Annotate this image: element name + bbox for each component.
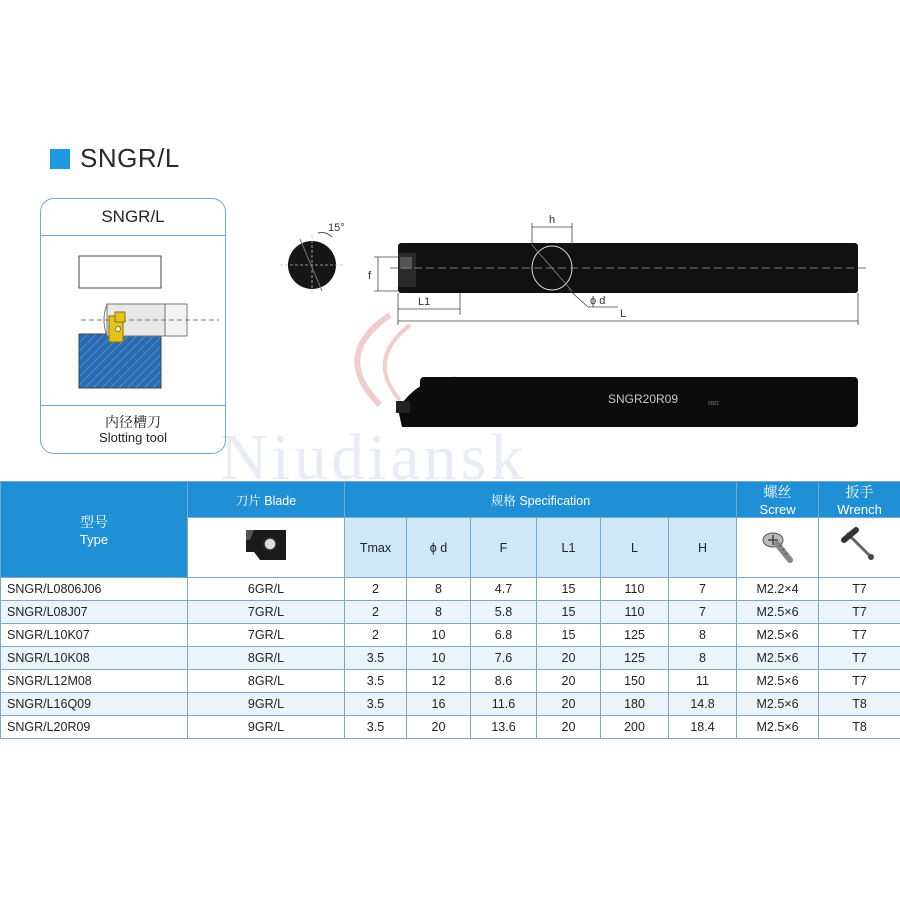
tool-product-photo: [396, 377, 858, 427]
screw-icon: [758, 526, 798, 566]
cell-h: 14.8: [669, 693, 737, 716]
subheader-f: F: [471, 518, 537, 578]
tool-bar-drawing: [368, 214, 870, 325]
cell-screw: M2.2×4: [737, 578, 819, 601]
cell-l1: 15: [537, 601, 601, 624]
spec-table-body: [1, 578, 900, 739]
tool-marking: SNGR20R09: [608, 392, 679, 406]
cell-d: 10: [407, 647, 471, 670]
table-row: [1, 693, 900, 716]
cell-l: 150: [601, 670, 669, 693]
header-wrench: 扳手 Wrench: [819, 482, 900, 518]
header-blade: 刀片 Blade: [188, 482, 345, 518]
table-row: [1, 601, 900, 624]
cell-tmax: 3.5: [345, 716, 407, 739]
cell-wrench: T7: [819, 670, 900, 693]
cell-f: 6.8: [471, 624, 537, 647]
cell-f: 13.6: [471, 716, 537, 739]
angle-label: 15°: [328, 222, 345, 234]
blade-icon-cell: [188, 518, 345, 578]
slotting-illustration: [41, 236, 225, 404]
spec-table: [0, 481, 900, 739]
cell-screw: M2.5×6: [737, 624, 819, 647]
table-row: [1, 647, 900, 670]
cell-f: 7.6: [471, 647, 537, 670]
cell-h: 18.4: [669, 716, 737, 739]
cell-tmax: 3.5: [345, 647, 407, 670]
card-subtitle-cn: 内径槽刀: [105, 414, 161, 430]
cell-model: SNGR/L0806J06: [1, 578, 188, 601]
cell-f: 8.6: [471, 670, 537, 693]
page-title-text: SNGR/L: [80, 143, 180, 173]
tool-drawing: [270, 205, 890, 435]
cell-l1: 20: [537, 716, 601, 739]
cell-d: 8: [407, 578, 471, 601]
cell-tmax: 2: [345, 624, 407, 647]
cell-model: SNGR/L12M08: [1, 670, 188, 693]
dim-d-label: ϕ d: [590, 295, 606, 307]
cell-blade: 8GR/L: [188, 670, 345, 693]
header-screw: 螺丝 Screw: [737, 482, 819, 518]
cell-l: 200: [601, 716, 669, 739]
cell-l: 180: [601, 693, 669, 716]
cell-blade: 8GR/L: [188, 647, 345, 670]
cell-blade: 9GR/L: [188, 716, 345, 739]
cell-screw: M2.5×6: [737, 601, 819, 624]
cell-model: SNGR/L08J07: [1, 601, 188, 624]
cell-l1: 20: [537, 647, 601, 670]
brand-logo-faint: [357, 315, 410, 405]
subheader-d: ϕ d: [407, 518, 471, 578]
cell-model: SNGR/L16Q09: [1, 693, 188, 716]
cell-d: 10: [407, 624, 471, 647]
card-divider-bottom: [41, 405, 225, 406]
cell-blade: 6GR/L: [188, 578, 345, 601]
dim-L-label: L: [620, 308, 627, 320]
cell-model: SNGR/L20R09: [1, 716, 188, 739]
cell-h: 7: [669, 578, 737, 601]
cell-l: 125: [601, 647, 669, 670]
cell-wrench: T7: [819, 601, 900, 624]
cell-d: 8: [407, 601, 471, 624]
cell-tmax: 2: [345, 601, 407, 624]
cell-blade: 7GR/L: [188, 601, 345, 624]
cell-h: 8: [669, 624, 737, 647]
cell-l1: 15: [537, 624, 601, 647]
cell-blade: 9GR/L: [188, 693, 345, 716]
wrench-icon-cell: [819, 518, 900, 578]
cell-l: 125: [601, 624, 669, 647]
cell-d: 12: [407, 670, 471, 693]
cell-tmax: 3.5: [345, 670, 407, 693]
cell-model: SNGR/L10K08: [1, 647, 188, 670]
diagram-card: [40, 198, 226, 454]
blade-icon: [240, 526, 292, 566]
table-row: [1, 578, 900, 601]
cell-f: 4.7: [471, 578, 537, 601]
table-row: [1, 716, 900, 739]
page-title: [50, 143, 180, 174]
cell-d: 16: [407, 693, 471, 716]
dim-f-label: f: [368, 270, 372, 282]
cell-wrench: T7: [819, 578, 900, 601]
cell-wrench: T7: [819, 647, 900, 670]
subheader-h: H: [669, 518, 737, 578]
cell-screw: M2.5×6: [737, 647, 819, 670]
cell-h: 7: [669, 601, 737, 624]
cell-tmax: 2: [345, 578, 407, 601]
screw-icon-cell: [737, 518, 819, 578]
table-row: [1, 670, 900, 693]
header-type: 型号 Type: [1, 482, 188, 578]
cell-h: 11: [669, 670, 737, 693]
header-spec: 规格 Specification: [345, 482, 737, 518]
wrench-icon: [840, 526, 880, 566]
title-square-icon: [50, 149, 70, 169]
subheader-l1: L1: [537, 518, 601, 578]
cell-l1: 20: [537, 693, 601, 716]
cell-f: 11.6: [471, 693, 537, 716]
cell-d: 20: [407, 716, 471, 739]
cross-section: [280, 222, 345, 295]
cell-f: 5.8: [471, 601, 537, 624]
dim-h-label: h: [549, 214, 556, 226]
table-row: [1, 624, 900, 647]
cell-wrench: T8: [819, 716, 900, 739]
cell-wrench: T7: [819, 624, 900, 647]
cell-l: 110: [601, 601, 669, 624]
subheader-tmax: Tmax: [345, 518, 407, 578]
cell-tmax: 3.5: [345, 693, 407, 716]
cell-l1: 15: [537, 578, 601, 601]
cell-screw: M2.5×6: [737, 716, 819, 739]
cell-l1: 20: [537, 670, 601, 693]
card-title: SNGR/L: [101, 207, 165, 226]
subheader-l: L: [601, 518, 669, 578]
watermark-text: Niudiansk: [220, 421, 528, 494]
card-subtitle-en: Slotting tool: [99, 430, 167, 445]
cell-h: 8: [669, 647, 737, 670]
cell-l: 110: [601, 578, 669, 601]
cell-model: SNGR/L10K07: [1, 624, 188, 647]
dim-L1-label: L1: [418, 296, 431, 308]
cell-screw: M2.5×6: [737, 670, 819, 693]
cell-blade: 7GR/L: [188, 624, 345, 647]
cell-wrench: T8: [819, 693, 900, 716]
tool-small-marking: 0001: [708, 401, 720, 407]
cell-screw: M2.5×6: [737, 693, 819, 716]
